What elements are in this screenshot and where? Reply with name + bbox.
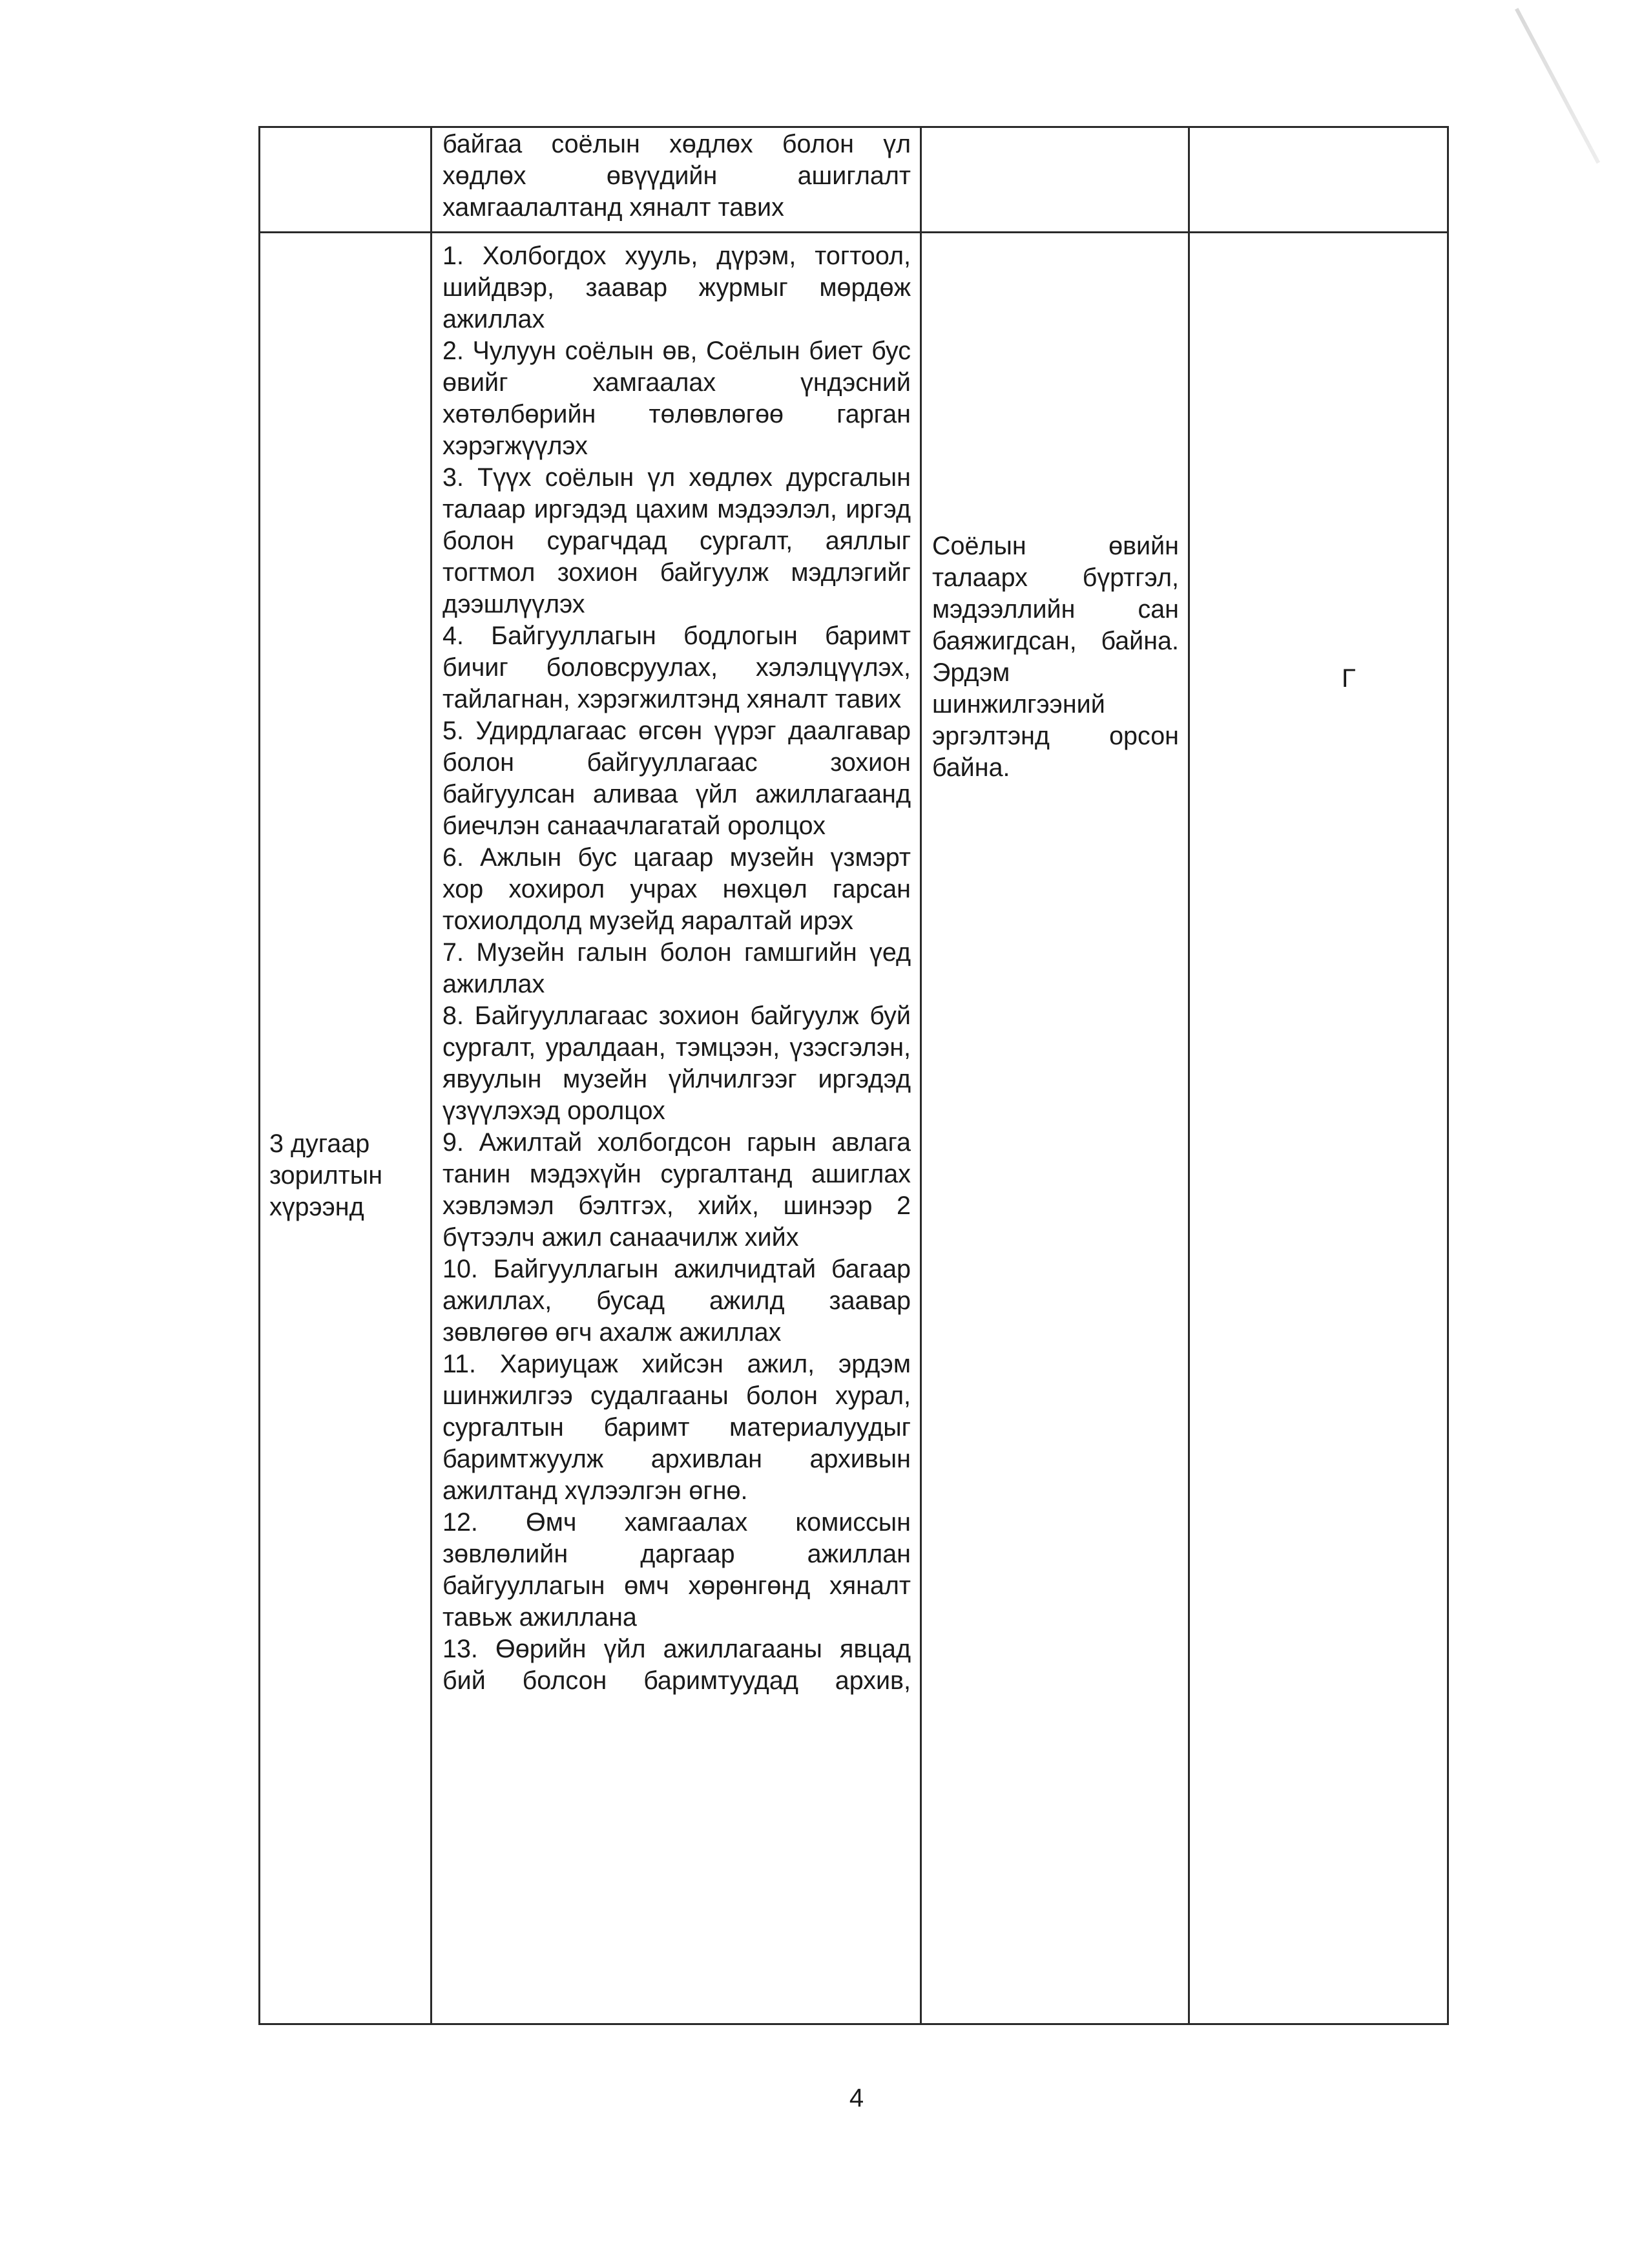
- objective-line: 3 дугаар: [269, 1129, 370, 1158]
- table-row: [260, 127, 1448, 233]
- duty-item: 6. Ажлын бус цагаар музейн үзмэрт хор хохирол учрах нөхцөл гарсан тохиолдолд музейд яаралтай ирэх: [442, 843, 911, 935]
- text-line: хөдлөх өвүүдийн ашиглалт: [442, 162, 911, 190]
- text-line: хамгаалалтанд хяналт тавих: [442, 193, 784, 222]
- duty-item: 10. Байгууллагын ажилчидтай багаар ажиллах, бусад ажилд заавар зөвлөгөө өгч ахалж ажиллах: [442, 1255, 911, 1347]
- cell-expected-result: [921, 233, 1189, 2024]
- duty-item: 5. Удирдлагаас өгсөн үүрэг даалгавар болон байгууллагаас зохион байгуулсан аливаа үйл ажиллагаанд биечлэн санаачлагатай оролцох: [442, 717, 911, 840]
- cell-duties-list: [432, 233, 921, 2024]
- duty-item: 4. Байгууллагын бодлогын баримт бичиг боловсруулах, хэлэлцүүлэх, тайлагнан, хэрэгжилтэнд хяналт тавих: [442, 622, 911, 713]
- text-line: байгаа соёлын хөдлөх болон үл: [442, 130, 911, 158]
- grade-letter: Г: [1342, 664, 1356, 693]
- objective-line: хүрээнд: [269, 1193, 364, 1221]
- duty-item: 9. Ажилтай холбогдсон гарын авлага танин мэдэхүйн сургалтанд ашиглах хэвлэмэл бэлтгэх, хийх, шинээр 2 бүтээлч ажил санаачилж хийх: [442, 1128, 911, 1252]
- duty-item: 3. Түүх соёлын үл хөдлөх дурсгалын талаар иргэдэд цахим мэдээлэл, иргэд болон сурагчдад сургалт, аяллыг тогтмол зохион байгуулж мэдлэгийг дээшлүүлэх: [442, 463, 911, 618]
- cell-duty-continuation: [432, 127, 921, 233]
- table-row: [260, 233, 1448, 2024]
- scan-edge-shadow: [1515, 8, 1600, 163]
- cell-grade: [1189, 233, 1448, 2024]
- page-number: 4: [849, 2084, 864, 2112]
- cell-empty: [1189, 127, 1448, 233]
- cell-empty: [260, 127, 432, 233]
- cell-empty: [921, 127, 1189, 233]
- duty-item: 1. Холбогдох хууль, дүрэм, тогтоол, шийдвэр, заавар журмыг мөрдөж ажиллах: [442, 242, 911, 333]
- duty-item: 7. Музейн галын болон гамшгийн үед ажиллах: [442, 938, 911, 998]
- objective-line: зорилтын: [269, 1161, 383, 1190]
- cell-objective: [260, 233, 432, 2024]
- duty-item: 8. Байгууллагаас зохион байгуулж буй сургалт, уралдаан, тэмцээн, үзэсгэлэн, явуулын музейн үйлчилгээг иргэдэд үзүүлэхэд оролцох: [442, 1002, 911, 1125]
- duty-item: 2. Чулуун соёлын өв, Соёлын биет бус өвийг хамгаалах үндэсний хөтөлбөрийн төлөвлөгөө гарган хэрэгжүүлэх: [442, 337, 911, 460]
- duty-item: 11. Хариуцаж хийсэн ажил, эрдэм шинжилгээ судалгааны болон хурал, сургалтын баримт материалуудыг баримтжуулж архивлан архивын ажилтанд хүлээлгэн өгнө.: [442, 1350, 911, 1505]
- job-duties-table: [258, 126, 1449, 2025]
- expected-result-text: Соёлын өвийн талаарх бүртгэл, мэдээллийн сан баяжигдсан, байна. Эрдэм шинжилгээний эргэлтэнд орсон байна.: [932, 532, 1179, 782]
- duty-item: 12. Өмч хамгаалах комиссын зөвлөлийн даргаар ажиллан байгууллагын өмч хөрөнгөнд хяналт тавьж ажиллана: [442, 1508, 911, 1632]
- duty-item: 13. Өөрийн үйл ажиллагааны явцад бий болсон баримтуудад архив,: [442, 1635, 911, 1695]
